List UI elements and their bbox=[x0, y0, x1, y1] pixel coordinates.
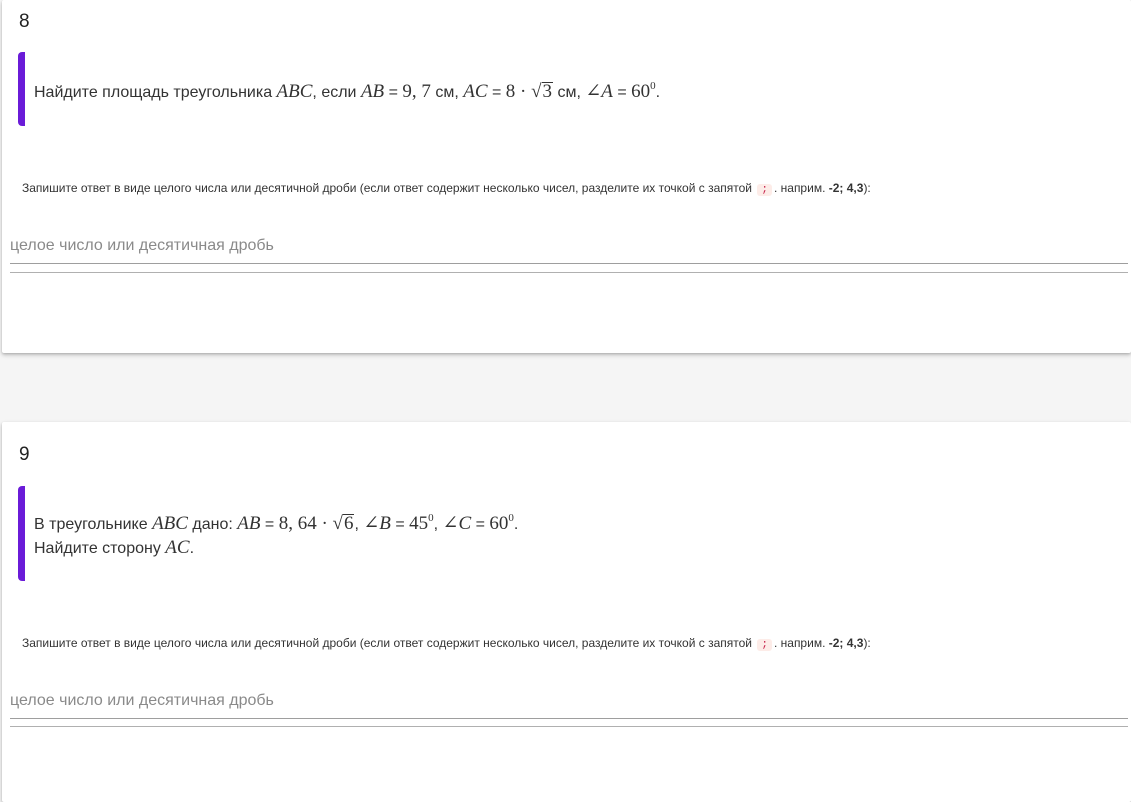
answer-input[interactable] bbox=[10, 688, 1128, 714]
statement-line: В треугольнике ABC дано: AB = 8, 64 · √6, ∠B = $45^0$, ∠C = $60^0$. bbox=[34, 512, 519, 534]
separator-chip: ; bbox=[757, 639, 772, 651]
statement-line: Найдите площадь треугольника ABC, если AB = 9, 7 см, AC = 8 · √3 см, ∠A = $60^0$. bbox=[34, 79, 661, 102]
divider bbox=[10, 726, 1128, 727]
answer-input[interactable] bbox=[10, 233, 1128, 259]
input-underline bbox=[10, 718, 1128, 719]
question-statement bbox=[18, 52, 660, 126]
question-number: 8 bbox=[19, 11, 30, 32]
question-number: 9 bbox=[19, 444, 30, 465]
input-underline bbox=[10, 263, 1128, 264]
answer-instruction: Запишите ответ в виде целого числа или десятичной дроби (если ответ содержит несколько чисел, разделите их точкой с запятой ; . наприм. -2; 4,3): bbox=[22, 181, 871, 196]
answer-instruction: Запишите ответ в виде целого числа или десятичной дроби (если ответ содержит несколько чисел, разделите их точкой с запятой ; . наприм. -2; 4,3): bbox=[22, 636, 871, 651]
sqrt-icon: √ bbox=[531, 80, 542, 102]
question-statement bbox=[18, 486, 518, 581]
question-card-9 bbox=[2, 422, 1131, 802]
separator-chip: ; bbox=[757, 184, 772, 196]
divider bbox=[10, 272, 1128, 273]
statement-line-2: Найдите сторону AC. bbox=[34, 537, 195, 558]
sqrt-icon: √ bbox=[332, 513, 343, 534]
question-card-8 bbox=[2, 0, 1131, 353]
